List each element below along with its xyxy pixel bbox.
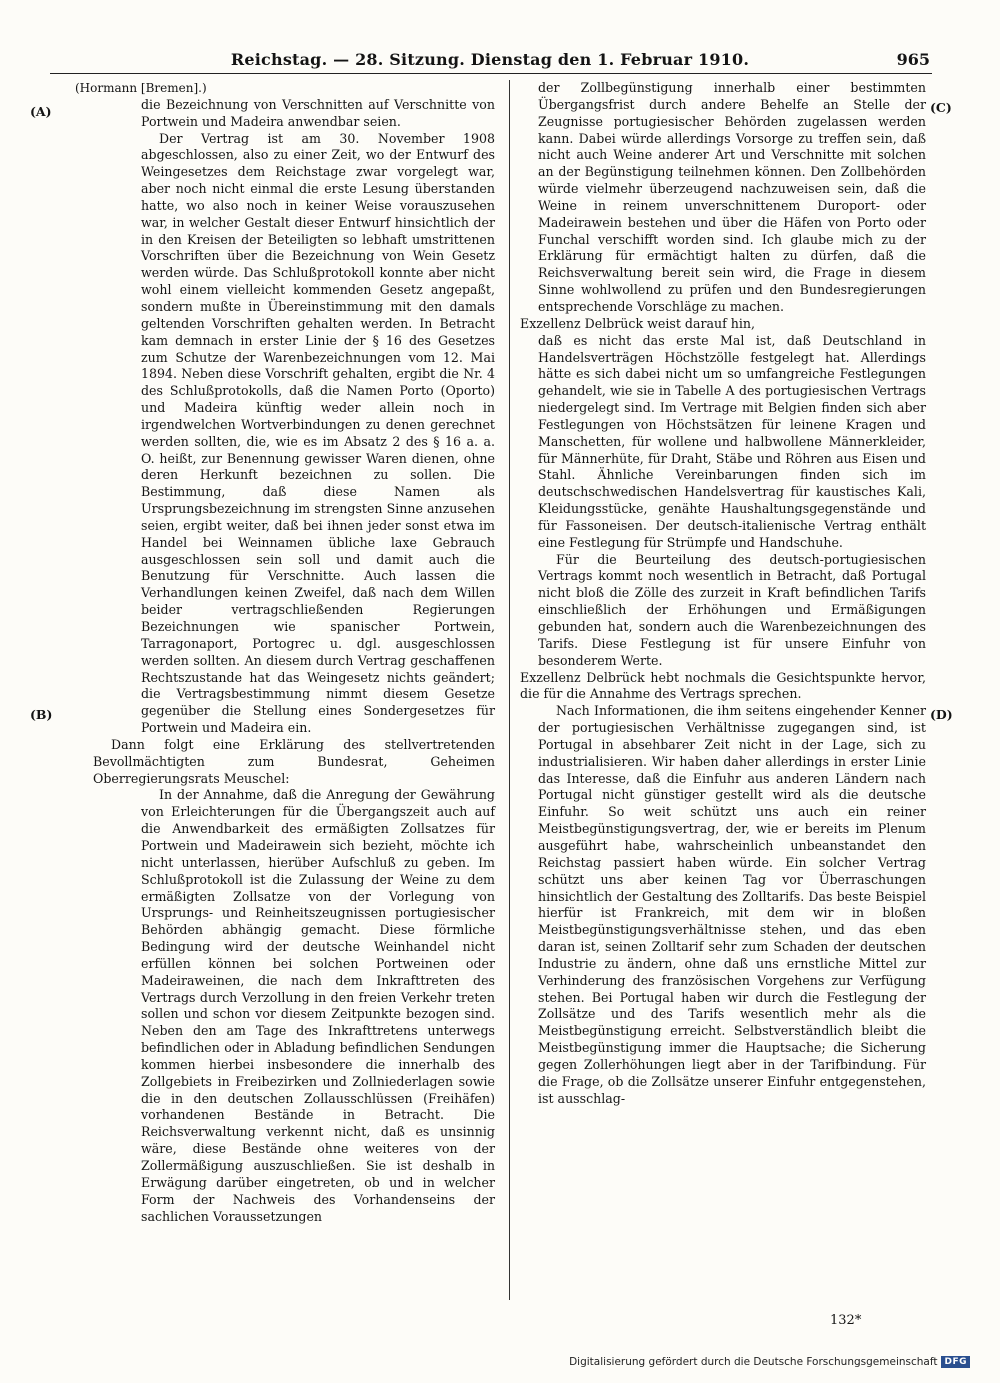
paragraph: In der Annahme, daß die Anregung der Gewährung von Erleichterungen für die Übergangszeit auch auf die Anwendbarkeit des ermäßigten Zollsatzes für Portwein und Madeirawein sich bezieht, möchte ich nicht unterlassen, hierüber Aufschluß zu geben. Im Schlußprotokoll ist die Zulassung der Weine zu dem ermäßigten Zollsatze von der Vorlegung von Ursprungs- und Reinheitszeugnissen portugiesischer Behörden abhängig gemacht. Diese förmliche Bedingung wird der deutsche Weinhandel nicht erfüllen können bei solchen Portweinen oder Madeiraweinen, die nach dem Inkrafttreten des Vertrags durch Verzollung in den freien Verkehr treten sollen und schon vor diesem Zeitpunkte bezogen sind. Neben den am Tage des Inkrafttretens unterwegs befindlichen oder in Abladung befindlichen Sendungen kommen hierbei insbesondere die innerhalb des Zollgebiets in Freibezirken und Zollniederlagen sowie die in den deutschen Zollausschlüssen (Freihäfen) vorhandenen Bestände in Betracht. Die Reichsverwaltung verkennt nicht, daß es unsinnig wäre, diese Bestände ohne weiteres von der Zollermäßigung auszuschließen. Sie ist deshalb in Erwägung darüber eingetreten, ob und in welcher Form der Nachweis des Vorhandenseins der sachlichen Voraussetzungen [141, 787, 495, 1224]
margin-marker-a: (A) [30, 104, 52, 119]
signature-mark: 132* [830, 1313, 862, 1328]
paragraph: daß es nicht das erste Mal ist, daß Deutschland in Handelsverträgen Höchstzölle festgelegt hat. Allerdings hätte es sich dabei nicht um so umfangreiche Festlegungen gehandelt, wie sie in Tabelle A des portugiesischen Vertrags niedergelegt sind. Im Vertrage mit Belgien finden sich aber Festlegungen von Höchstsätzen für leinene Kragen und Manschetten, für wollene und halbwollene Männerkleider, für Männerhüte, für Draht, Stäbe und Röhren aus Eisen und Stahl. Ähnliche Vereinbarungen finden sich im deutschschwedischen Handelsvertrag für kaustisches Kali, Kleidungsstücke, genähte Haushaltungsgegenstände und für Fassoneisen. Der deutsch-italienische Vertrag enthält eine Festlegung für Strümpfe und Handschuhe. [538, 332, 926, 550]
margin-marker-d: (D) [930, 707, 953, 722]
margin-marker-b: (B) [30, 707, 53, 722]
footer-text: Digitalisierung gefördert durch die Deutsche Forschungsgemeinschaft [569, 1356, 938, 1368]
dfg-logo-icon: DFG [941, 1356, 970, 1368]
page-number: 965 [896, 50, 930, 69]
page-title: Reichstag. — 28. Sitzung. Dienstag den 1. Februar 1910. [230, 50, 750, 69]
speaker-label: (Hormann [Bremen].) [75, 81, 207, 95]
paragraph: Dann folgt eine Erklärung des stellvertretenden Bevollmächtigten zum Bundesrat, Geheimen Oberregierungsrats Meuschel: [93, 736, 495, 786]
column-divider [509, 80, 510, 1300]
header-rule [50, 73, 932, 74]
left-column [75, 80, 495, 1225]
paragraph: Nach Informationen, die ihm seitens eingehender Kenner der portugiesischen Verhältnisse zugegangen sind, ist Portugal in absehbarer Zeit nicht in der Lage, sich zu industrialisieren. Wir haben daher allerdings in erster Linie das Interesse, daß die Einfuhr aus anderen Ländern nach Portugal nicht günstiger gestellt wird als die deutsche Einfuhr. So weit schützt uns auch ein reiner Meistbegünstigungsvertrag, der, wie er bereits im Plenum ausgeführt habe, wahrscheinlich unbeanstandet den Reichstag passiert haben würde. Ein solcher Vertrag schützt uns aber keinen Tag vor Überraschungen hinsichtlich der Gestaltung des Zolltarifs. Das beste Beispiel hierfür ist Frankreich, mit dem wir in bloßen Meistbegünstigungsverhältnisse stehen, und das eben daran ist, seinen Zolltarif sehr zum Schaden der deutschen Industrie zu ändern, ohne daß uns ernstliche Mittel zur Verhinderung des französischen Vorgehens zur Verfügung stehen. Bei Portugal haben wir durch die Festlegung der Zollsätze und des Tarifs wesentlich mehr als die Meistbegünstigung erreicht. Selbstverständlich bleibt die Meistbegünstigung immer die Hauptsache; die Sicherung gegen Zollerhöhungen liegt aber in der Tarifbindung. Für die Frage, ob die Zollsätze unserer Einfuhr entgegenstehen, ist ausschlag- [538, 703, 926, 1106]
paragraph: Exzellenz Delbrück weist darauf hin, [520, 315, 756, 331]
paragraph: Der Vertrag ist am 30. November 1908 abgeschlossen, also zu einer Zeit, wo der Entwurf des Weingesetzes dem Reichstage zwar vorgelegt war, aber noch nicht einmal die erste Lesung überstanden hatte, wo also noch in keiner Weise vorauszusehen war, in welcher Gestalt dieser Entwurf hinsichtlich der in den Kreisen der Beteiligten so lebhaft umstrittenen Vorschriften über die Bezeichnung von Wein Gesetz werden würde. Das Schlußprotokoll konnte aber nicht wohl einem vielleicht kommenden Gesetz angepaßt, sondern mußte in Übereinstimmung mit den damals geltenden Vorschriften gehalten werden. In Betracht kam demnach in erster Linie der § 16 des Gesetzes zum Schutze der Warenbezeichnungen vom 12. Mai 1894. Neben diese Vorschrift gehalten, ergibt die Nr. 4 des Schlußprotokolls, daß die Namen Porto (Oporto) und Madeira künftig weder allein noch in irgendwelchen Wortverbindungen zu denen gerechnet werden sollten, die, wie es im Absatz 2 des § 16 a. a. O. heißt, zur Benennung gewisser Waren dienen, ohne deren Herkunft bezeichnen zu sollen. Die Bestimmung, daß diese Namen als Ursprungsbezeichnung im strengsten Sinne anzusehen seien, ergibt weiter, daß bei ihnen jeder sonst etwa im Handel bei Weinnamen übliche laxe Gebrauch ausgeschlossen sein soll und damit auch die Benutzung für Verschnitte. Auch lassen die Verhandlungen keinen Zweifel, daß nach dem Willen beider vertragschließenden Regierungen Bezeichnungen wie spanischer Portwein, Tarragonaport, Portogrec u. dgl. ausgeschlossen werden sollten. An diesem durch Vertrag geschaffenen Rechtszustande hat das Weingesetz nichts geändert; die Vertragsbestimmung nimmt diesem Gesetze gegenüber die Stellung eines Sondergesetzes für Portwein und Madeira ein. [141, 130, 495, 736]
margin-marker-c: (C) [930, 100, 952, 115]
paragraph: Exzellenz Delbrück hebt nochmals die Gesichtspunkte hervor, die für die Annahme des Vertrags sprechen. [520, 669, 926, 702]
paragraph: Für die Beurteilung des deutsch-portugiesischen Vertrags kommt noch wesentlich in Betracht, daß Portugal nicht bloß die Zölle des zurzeit in Kraft befindlichen Tarifs einschließlich der Erhöhungen und Ermäßigungen gebunden hat, sondern auch die Warenbezeichnungen des Tarifs. Diese Festlegung ist für unsere Einfuhr von besonderem Werte. [538, 551, 926, 668]
footer [569, 1356, 970, 1368]
right-column [520, 80, 926, 1107]
paragraph: der Zollbegünstigung innerhalb einer bestimmten Übergangsfrist durch andere Behelfe an Stelle der Zeugnisse portugiesischer Behörden zugelassen werden kann. Dabei würde allerdings Vorsorge zu treffen sein, daß nicht auch Weine anderer Art und Verschnitte mit solchen an der Begünstigung teilnehmen können. Den Zollbehörden würde vielmehr überzeugend nachzuweisen sein, daß die Weine in reinem unverschnittenem Duroport- oder Madeirawein bestehen und über die Häfen von Porto oder Funchal verschifft worden sind. Ich glaube mich zu der Erklärung für ermächtigt halten zu dürfen, daß die Reichsverwaltung bereit sein wird, die Frage in diesem Sinne wohlwollend zu prüfen und den Bundesregierungen entsprechende Vorschläge zu machen. [538, 80, 926, 314]
paragraph: die Bezeichnung von Verschnitten auf Verschnitte von Portwein und Madeira anwendbar seien. [141, 96, 495, 129]
page-header [50, 50, 930, 72]
